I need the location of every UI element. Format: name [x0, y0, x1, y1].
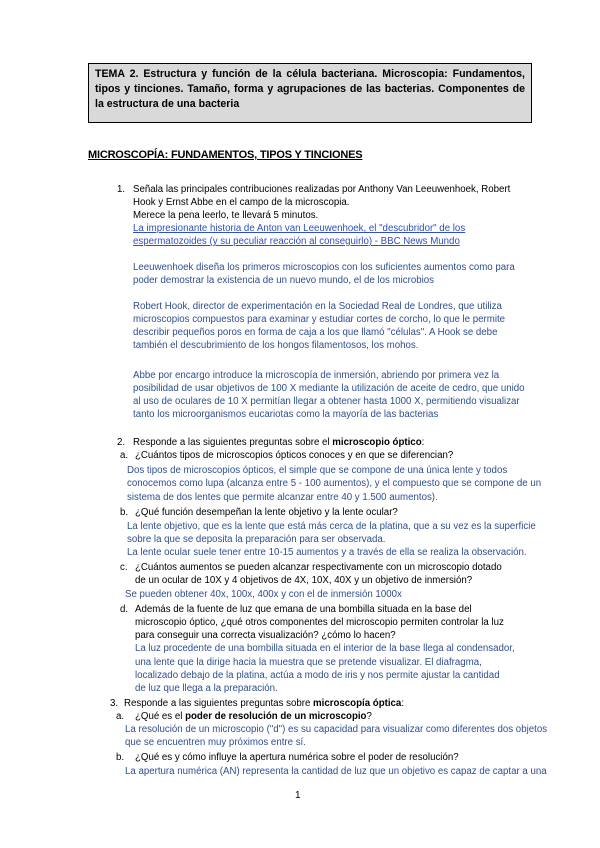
sub-question-label: a.	[120, 450, 129, 461]
sub-question-text: para conseguir una correcta visualización? ¿cómo lo hacen?	[135, 630, 396, 641]
answer-text: al uso de oculares de 10 X permitían llegar a obtener hasta 1000 X, permitiendo visualizar	[133, 396, 520, 407]
page-number: 1	[295, 790, 301, 801]
question-number: 3.	[110, 698, 119, 709]
sub-question-text: microscopio óptico, ¿qué otros componentes del microscopio permiten controlar la luz	[135, 617, 504, 628]
sub-question-text: ¿Qué es el poder de resolución de un microscopio?	[135, 711, 372, 722]
sub-question-text: ¿Qué es y cómo influye la apertura numérica sobre el poder de resolución?	[135, 752, 459, 763]
question-note: Merece la pena leerlo, te llevará 5 minutos.	[133, 210, 319, 221]
answer-text: de luz que llega a la preparación.	[135, 683, 278, 694]
answer-text: conocemos como lupa (alcanza entre 5 - 100 aumentos), y el compuesto que se compone de un	[127, 478, 542, 489]
answer-text: Robert Hook, director de experimentación en la Sociedad Real de Londres, que utiliza	[133, 301, 502, 312]
answer-text: La lente ocular suele tener entre 10-15 aumentos y a través de ella se realiza la observación.	[127, 547, 527, 558]
sub-question-label: b.	[120, 507, 129, 518]
question-text: Hook y Ernst Abbe en el campo de la microscopia.	[133, 197, 350, 208]
sub-question-text: Además de la fuente de luz que emana de una bombilla situada en la base del	[135, 604, 472, 615]
answer-text: tanto los microorganismos eucariotas como la mayoría de las bacterias	[133, 409, 439, 420]
answer-text: microscopios compuestos para examinar y estudiar cortes de corcho, lo que le permite	[133, 314, 506, 325]
answer-text: Abbe por encargo introduce la microscopía de inmersión, abriendo por primera vez la	[133, 370, 500, 381]
question-text: Responde a las siguientes preguntas sobre microscopía óptica:	[124, 698, 405, 709]
question-text: Responde a las siguientes preguntas sobre el microscopio óptico:	[133, 437, 425, 448]
answer-text: poder demostrar la existencia de un nuevo mundo, el de los microbios	[133, 275, 435, 286]
answer-text: describir pequeños poros en forma de caja a los que llamó "células". A Hook se debe	[133, 327, 498, 338]
question-text: Señala las principales contribuciones realizadas por Anthony Van Leeuwenhoek, Robert	[133, 184, 511, 195]
sub-question-label: b.	[116, 752, 125, 763]
answer-text: sistema de dos lentes que permite alcanzar entre 40 y 1.500 aumentos).	[127, 492, 438, 503]
answer-text: que se encuentren muy próximos entre sí.	[125, 737, 306, 748]
topic-title: TEMA 2. Estructura y función de la célula bacteriana. Microscopia: Fundamentos, tipos y tinciones. Tamaño, forma y agrupaciones de las bacterias. Componentes de la estructura de una bacteria	[95, 68, 525, 110]
answer-text: Dos tipos de microscopios ópticos, el simple que se compone de una única lente y todos	[127, 465, 508, 476]
topic-title-box	[88, 63, 532, 123]
answer-text: La lente objetivo, que es la lente que está más cerca de la platina, que a su vez es la superficie	[127, 521, 536, 532]
answer-text: La luz procedente de una bombilla situada en el interior de la base llega al condensador,	[135, 643, 515, 654]
answer-text: una lente que la dirige hacia la muestra que se pretende visualizar. El diafragma,	[135, 657, 482, 668]
sub-question-text: ¿Qué función desempeñan la lente objetivo y la lente ocular?	[135, 507, 398, 518]
question-number: 2.	[117, 437, 126, 448]
answer-text: La apertura numérica (AN) representa la cantidad de luz que un objetivo es capaz de captar a una	[125, 766, 547, 777]
sub-question-label: d.	[120, 604, 129, 615]
answer-text: también el descubrimiento de los hongos filamentosos, los mohos.	[133, 340, 419, 351]
article-link[interactable]: La impresionante historia de Anton van Leeuwenhoek, el "descubridor" de los	[133, 223, 466, 234]
sub-question-text: ¿Cuántos tipos de microscopios ópticos conoces y en que se diferencian?	[135, 450, 454, 461]
sub-question-label: c.	[120, 562, 128, 573]
sub-question-text: de un ocular de 10X y 4 objetivos de 4X, 10X, 40X y un objetivo de inmersión?	[135, 575, 473, 586]
sub-question-label: a.	[116, 711, 125, 722]
section-heading: MICROSCOPÍA: FUNDAMENTOS, TIPOS Y TINCIONES	[88, 149, 363, 161]
answer-text: Se pueden obtener 40x, 100x, 400x y con el de inmersión 1000x	[125, 589, 402, 600]
sub-question-text: ¿Cuántos aumentos se pueden alcanzar respectivamente con un microscopio dotado	[135, 562, 502, 573]
answer-text: sobre la que se deposita la preparación para ser observada.	[127, 534, 386, 545]
article-link[interactable]: espermatozoides (y su peculiar reacción al conseguirlo) - BBC News Mundo	[133, 236, 460, 247]
answer-text: Leeuwenhoek diseña los primeros microscopios con los suficientes aumentos como para	[133, 262, 515, 273]
answer-text: La resolución de un microscopio ("d") es su capacidad para visualizar como diferentes dos objetos	[125, 724, 548, 735]
answer-text: posibilidad de usar objetivos de 100 X mediante la utilización de aceite de cedro, que unido	[133, 383, 525, 394]
question-number: 1.	[117, 184, 126, 195]
answer-text: localizado debajo de la platina, actúa a modo de iris y nos permite ajustar la cantidad	[135, 670, 500, 681]
